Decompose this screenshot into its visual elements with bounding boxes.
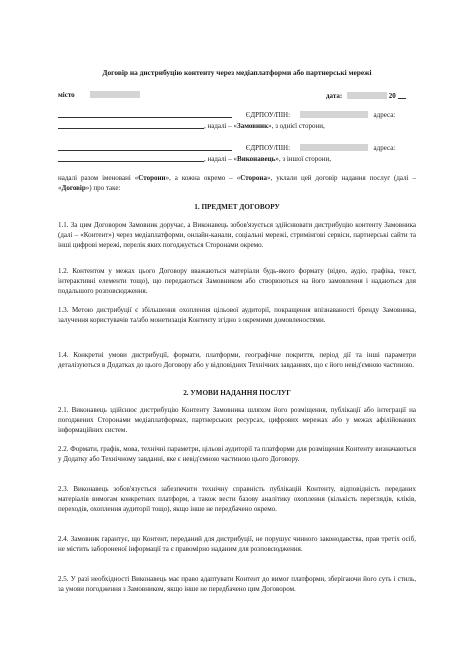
intro-side: Сторона [240,174,267,182]
contractor-line-2 [58,154,331,164]
section-heading: 1. ПРЕДМЕТ ДОГОВОРУ [194,203,280,211]
date-row [326,91,406,101]
date-year-prefix: 20 [388,92,396,100]
paragraph: 2.5. У разі необхідності Виконавець має право адаптувати Контент до вимог платформи, зберігаючи його суть і стиль, за умови погодження з Замовником, якщо інше не передбачено цим Договором. [58,575,416,593]
document-title: Договір на дистрибуцію контенту через медіаплатформи або партнерські мережі [102,68,372,77]
customer-address-field[interactable] [58,121,204,129]
intro-text-2: », а кожна окремо – « [165,174,241,182]
contractor-role: Виконавець [237,155,276,163]
intro-paragraph [58,173,416,193]
paragraph: 1.1. За цим Договором Замовник доручає, а Виконавець зобов'язується здійснювати дистрибуцію контенту Замовника (далі – «Контент») через медіаплатформи, онлайн-канали, соціальні мережі, стримінгові сервіси, партнерські сайти та інші цифрові мережі, перелік яких погоджується Сторонами окремо. [58,221,416,249]
customer-address-label: адреса: [373,111,396,119]
customer-tail-prefix: , надалі – « [204,122,238,130]
intro-text-4: ») про таке: [85,184,121,192]
contractor-tail-prefix: , надалі – « [204,155,238,163]
contractor-tail-suffix: », з іншої сторони, [275,155,331,163]
intro-sides: Сторони [138,174,166,182]
customer-line-1 [58,110,395,120]
city-row [58,91,140,100]
date-field[interactable] [347,92,387,99]
paragraph: 2.4. Замовник гарантує, що Контент, переданий для дистрибуції, не порушує чинного законодавства, прав третіх осіб, не містить забороненої інформації та є правомірно наданим для розповсюдження. [58,535,416,553]
contractor-address-field[interactable] [58,154,204,162]
customer-edrpou-field[interactable] [300,111,368,118]
customer-line-2 [58,121,325,131]
city-label: місто [58,91,75,99]
customer-edrpou-label: ЄДРПОУ/ПІН: [245,111,291,119]
customer-name-field[interactable] [58,110,232,118]
paragraph: 2.1. Виконавець здійснює дистрибуцію Контенту Замовника шляхом його розміщення, публікації або інтеграції на погоджених Сторонами медіаплатформах, партнерських ресурсах, цифрових мережах або у межах афілійованих інформаційних систем. [58,406,416,434]
contractor-edrpou-label: ЄДРПОУ/ПІН: [245,144,291,152]
customer-tail-suffix: », з однієї сторони, [268,122,325,130]
paragraph: 1.2. Контентом у межах цього Договору вважаються матеріали будь-якого формату (відео, аудіо, графіка, текст, інтерактивні елементи тощо), що передаються Замовником або створюються на його замовлення і надаються для подальшого розповсюдження. [58,267,416,295]
contractor-name-field[interactable] [58,143,232,151]
date-label: дата: [326,92,343,100]
city-field[interactable] [90,91,140,98]
contractor-line-1 [58,143,395,153]
paragraph: 2.2. Формати, графік, мова, технічні параметри, цільові аудиторії та платформи для розміщення Контенту визначаються у Додатку або Технічному завданні, яке є невід'ємною частиною цього Договору. [58,445,416,463]
intro-contract: Договір [61,184,86,192]
section-heading: 2. УМОВИ НАДАННЯ ПОСЛУГ [183,389,291,397]
paragraph: 2.3. Виконавець зобов'язується забезпечити технічну справність публікацій Контенту, відповідність переданих матеріалів вимогам конкретних платформ, а також вести базову аналітику охоплення (кількість переглядів, кліків, переходів, охоплення аудиторії тощо), якщо інше не передбачено окремо. [58,485,416,513]
contractor-edrpou-field[interactable] [300,144,368,151]
date-year-field[interactable] [398,91,406,99]
paragraph: 1.3. Метою дистрибуції є збільшення охоплення цільової аудиторії, покращення впізнаваності бренду Замовника, залучення користувачів та/або монетизація Контенту згідно з окремими домовленостями. [58,306,416,324]
intro-text-1: надалі разом іменовані « [58,174,139,182]
customer-role: Замовник [237,122,269,130]
intro-text-3: », уклали цей договір надання послуг (далі – « [58,174,416,192]
paragraph: 1.4. Конкретні умови дистрибуції, формати, платформи, географічне покриття, період дії та інші параметри деталізуються в Додатках до цього Договору або у відповідних Технічних завданнях, що є його невід'ємною частиною. [58,351,416,369]
contractor-address-label: адреса: [373,144,396,152]
